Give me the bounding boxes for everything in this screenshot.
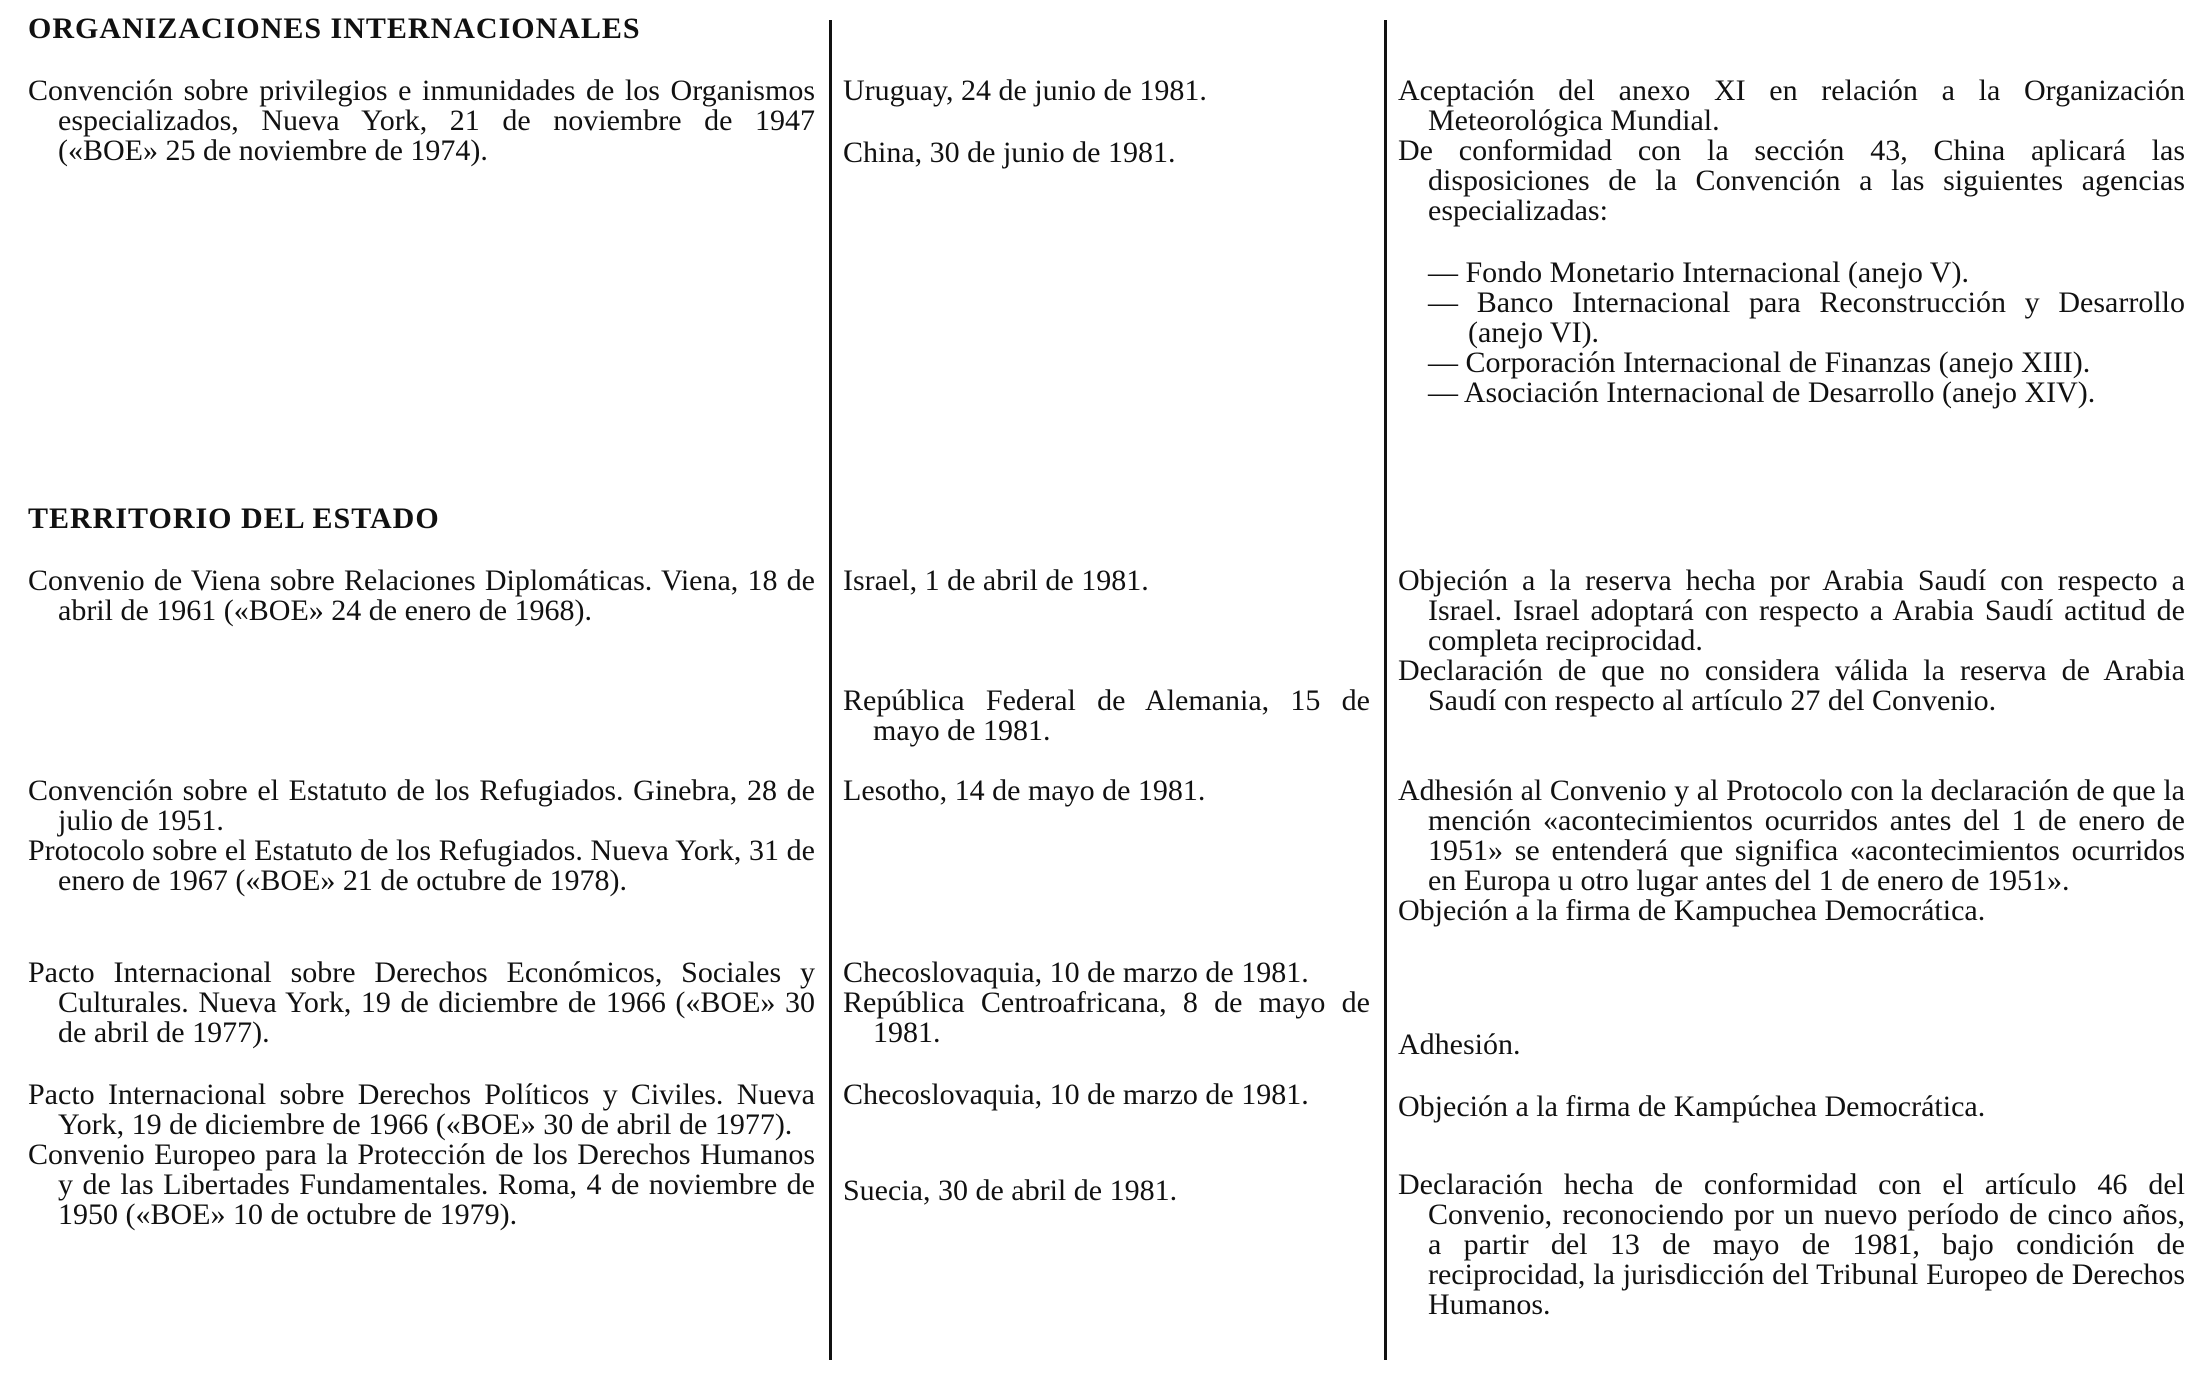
list-item: — Asociación Internacional de Desarrollo (anejo XIV). <box>1428 376 2096 409</box>
state-date: Uruguay, 24 de junio de 1981. <box>843 74 1207 107</box>
list-item: — Corporación Internacional de Finanzas (anejo XIII). <box>1428 346 2091 379</box>
agency-list <box>1428 258 2185 408</box>
observation-text: Objeción a la firma de Kampúchea Democrática. <box>1398 1090 1986 1123</box>
list-item: — Banco Internacional para Reconstrucción y Desarrollo (anejo VI). <box>1428 286 2185 349</box>
observation-text: Aceptación del anexo XI en relación a la Organización Meteorológica Mundial. De conformidad con la sección 43, China aplicará las disposiciones de la Convención a las siguientes agencias especializadas: <box>1398 74 2185 227</box>
treaty-text: Convención sobre privilegios e inmunidades de los Organismos especializados, Nueva York, 21 de noviembre de 1947 («BOE» 25 de noviembre de 1974). <box>28 74 815 167</box>
treaty-text: Convención sobre el Estatuto de los Refugiados. Ginebra, 28 de julio de 1951. Protocolo sobre el Estatuto de los Refugiados. Nueva York, 31 de enero de 1967 («BOE» 21 de octubre de 1978). <box>28 774 815 897</box>
state-date: Lesotho, 14 de mayo de 1981. <box>843 774 1206 807</box>
section-heading: TERRITORIO DEL ESTADO <box>28 502 440 535</box>
observation-text: Adhesión al Convenio y al Protocolo con la declaración de que la mención «acontecimientos ocurridos antes del 1 de enero de 1951» se entenderá que significa «acontecimientos ocurridos en Europa u otro lugar antes del 1 de enero de 1951». Objeción a la firma de Kampuchea Democrática. <box>1398 774 2185 927</box>
state-date: Israel, 1 de abril de 1981. <box>843 564 1149 597</box>
list-item: — Fondo Monetario Internacional (anejo V). <box>1428 256 1969 289</box>
observation-text: Declaración hecha de conformidad con el artículo 46 del Convenio, reconociendo por un nuevo período de cinco años, a partir del 13 de mayo de 1981, bajo condición de reciprocidad, la jurisdicción del Tribunal Europeo de Derechos Humanos. <box>1398 1168 2185 1321</box>
column-divider-left <box>829 20 832 1360</box>
treaty-text: Pacto Internacional sobre Derechos Políticos y Civiles. Nueva York, 19 de diciembre de 1966 («BOE» 30 de abril de 1977). Convenio Europeo para la Protección de los Derechos Humanos y de las Libertades Fundamentales. Roma, 4 de noviembre de 1950 («BOE» 10 de octubre de 1979). <box>28 1078 815 1231</box>
observation-text: Adhesión. <box>1398 1028 1521 1061</box>
column-divider-right <box>1384 20 1387 1360</box>
state-date: República Federal de Alemania, 15 de mayo de 1981. <box>843 684 1370 747</box>
section-heading: ORGANIZACIONES INTERNACIONALES <box>28 12 641 45</box>
treaty-text: Pacto Internacional sobre Derechos Económicos, Sociales y Culturales. Nueva York, 19 de diciembre de 1966 («BOE» 30 de abril de 1977). <box>28 956 815 1049</box>
state-date: Checoslovaquia, 10 de marzo de 1981. <box>843 1078 1309 1111</box>
state-date: China, 30 de junio de 1981. <box>843 136 1176 169</box>
observation-text: Objeción a la reserva hecha por Arabia Saudí con respecto a Israel. Israel adoptará con respecto a Arabia Saudí actitud de completa reciprocidad. Declaración de que no considera válida la reserva de Arabia Saudí con respecto al artículo 27 del Convenio. <box>1398 564 2185 717</box>
treaty-text: Convenio de Viena sobre Relaciones Diplomáticas. Viena, 18 de abril de 1961 («BOE» 24 de enero de 1968). <box>28 564 815 627</box>
state-date: Suecia, 30 de abril de 1981. <box>843 1174 1178 1207</box>
state-date: Checoslovaquia, 10 de marzo de 1981. República Centroafricana, 8 de mayo de 1981. <box>843 956 1370 1049</box>
